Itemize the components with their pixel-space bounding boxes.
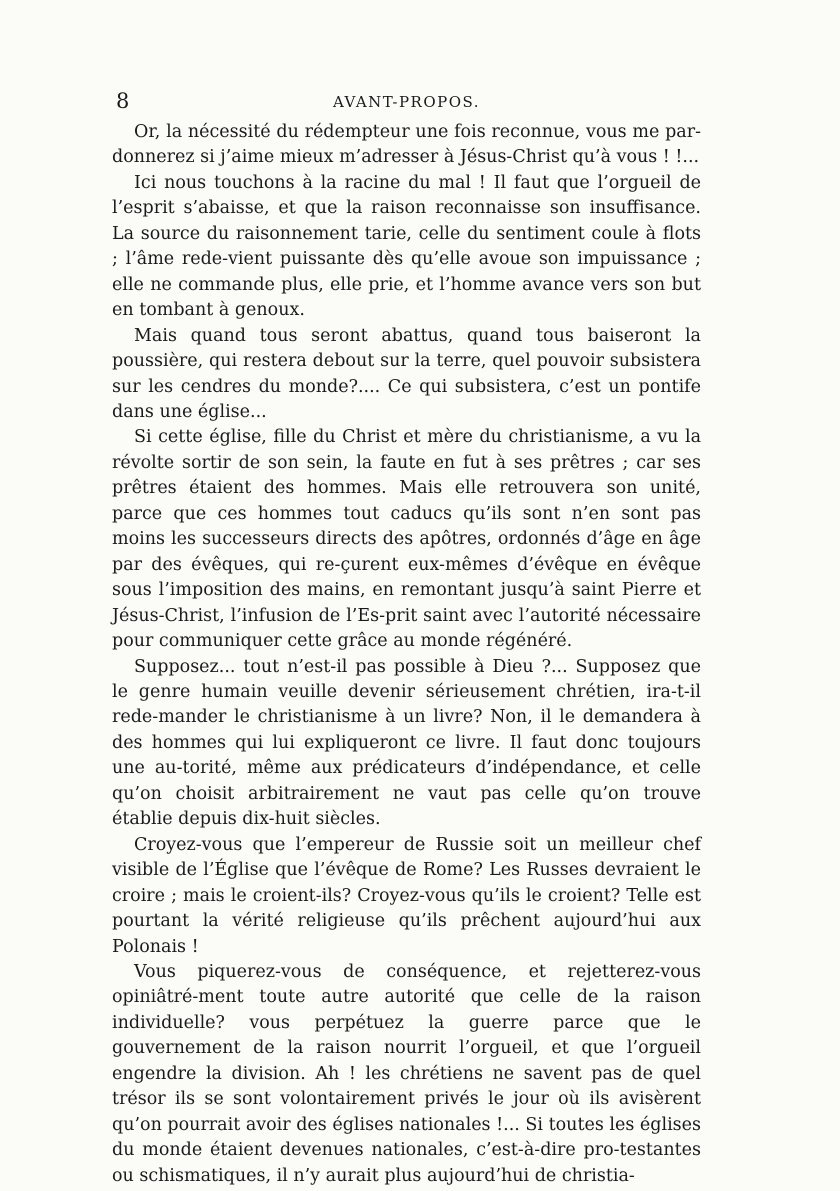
paragraph: Mais quand tous seront abattus, quand tous baiseront la poussière, qui restera debout sur la terre, quel pouvoir subsistera sur les cendres du monde?.... Ce qui subsistera, c’est un pontife dans une église... (112, 325, 701, 422)
body-text (112, 120, 701, 1189)
paragraph: Or, la nécessité du rédempteur une fois reconnue, vous me par-donnerez si j’aime mieux m’adresser à Jésus-Christ qu’à vous ! !... (112, 122, 701, 168)
page-number: 8 (116, 89, 130, 113)
paragraph: Croyez-vous que l’empereur de Russie soit un meilleur chef visible de l’Église que l’évêque de Rome? Les Russes devraient le croire ; mais le croient-ils? Croyez-vous qu’ils le croient? Telle est pourtant la vérité religieuse qu’ils prêchent aujourd’hui aux Polonais ! (112, 834, 701, 957)
paragraph: Vous piquerez-vous de conséquence, et rejetterez-vous opiniâtré-ment toute autre autorité que celle de la raison individuelle? vous perpétuez la guerre parce que le gouvernement de la raison nourrit l’orgueil, et que l’orgueil engendre la division. Ah ! les chrétiens ne savent pas de quel trésor ils se sont volontairement privés le jour où ils avisèrent qu’on pourrait avoir des églises nationales !... Si toutes les églises du monde étaient devenues nationales, c’est-à-dire pro-testantes ou schismatiques, il n’y aurait plus aujourd’hui de christia- (112, 961, 701, 1186)
page-header (116, 88, 697, 114)
paragraph: Ici nous touchons à la racine du mal ! Il faut que l’orgueil de l’esprit s’abaisse, et que la raison reconnaisse son insuffisance. La source du raisonnement tarie, celle du sentiment coule à flots ; l’âme rede-vient puissante dès qu’elle avoue son impuissance ; elle ne commande plus, elle prie, et l’homme avance vers son but en tombant à genoux. (112, 172, 701, 321)
paragraph: Si cette église, fille du Christ et mère du christianisme, a vu la révolte sortir de son sein, la faute en fut à ses prêtres ; car ses prêtres étaient des hommes. Mais elle retrouvera son unité, parce que ces hommes tout caducs qu’ils sont n’en sont pas moins les successeurs directs des apôtres, ordonnés d’âge en âge par des évêques, qui re-çurent eux-mêmes d’évêque en évêque sous l’imposition des mains, en remontant jusqu’à saint Pierre et Jésus-Christ, l’infusion de l’Es-prit saint avec l’autorité nécessaire pour communiquer cette grâce au monde régénéré. (112, 427, 701, 652)
paragraph: Supposez... tout n’est-il pas possible à Dieu ?... Supposez que le genre humain veuille devenir sérieusement chrétien, ira-t-il rede-mander le christianisme à un livre? Non, il le demandera à des hommes qui lui expliqueront ce livre. Il faut donc toujours une au-torité, même aux prédicateurs d’indépendance, et celle qu’on choisit arbitrairement ne vaut pas celle qu’on trouve établie depuis dix-huit siècles. (112, 656, 701, 830)
running-title: AVANT-PROPOS. (332, 93, 481, 111)
